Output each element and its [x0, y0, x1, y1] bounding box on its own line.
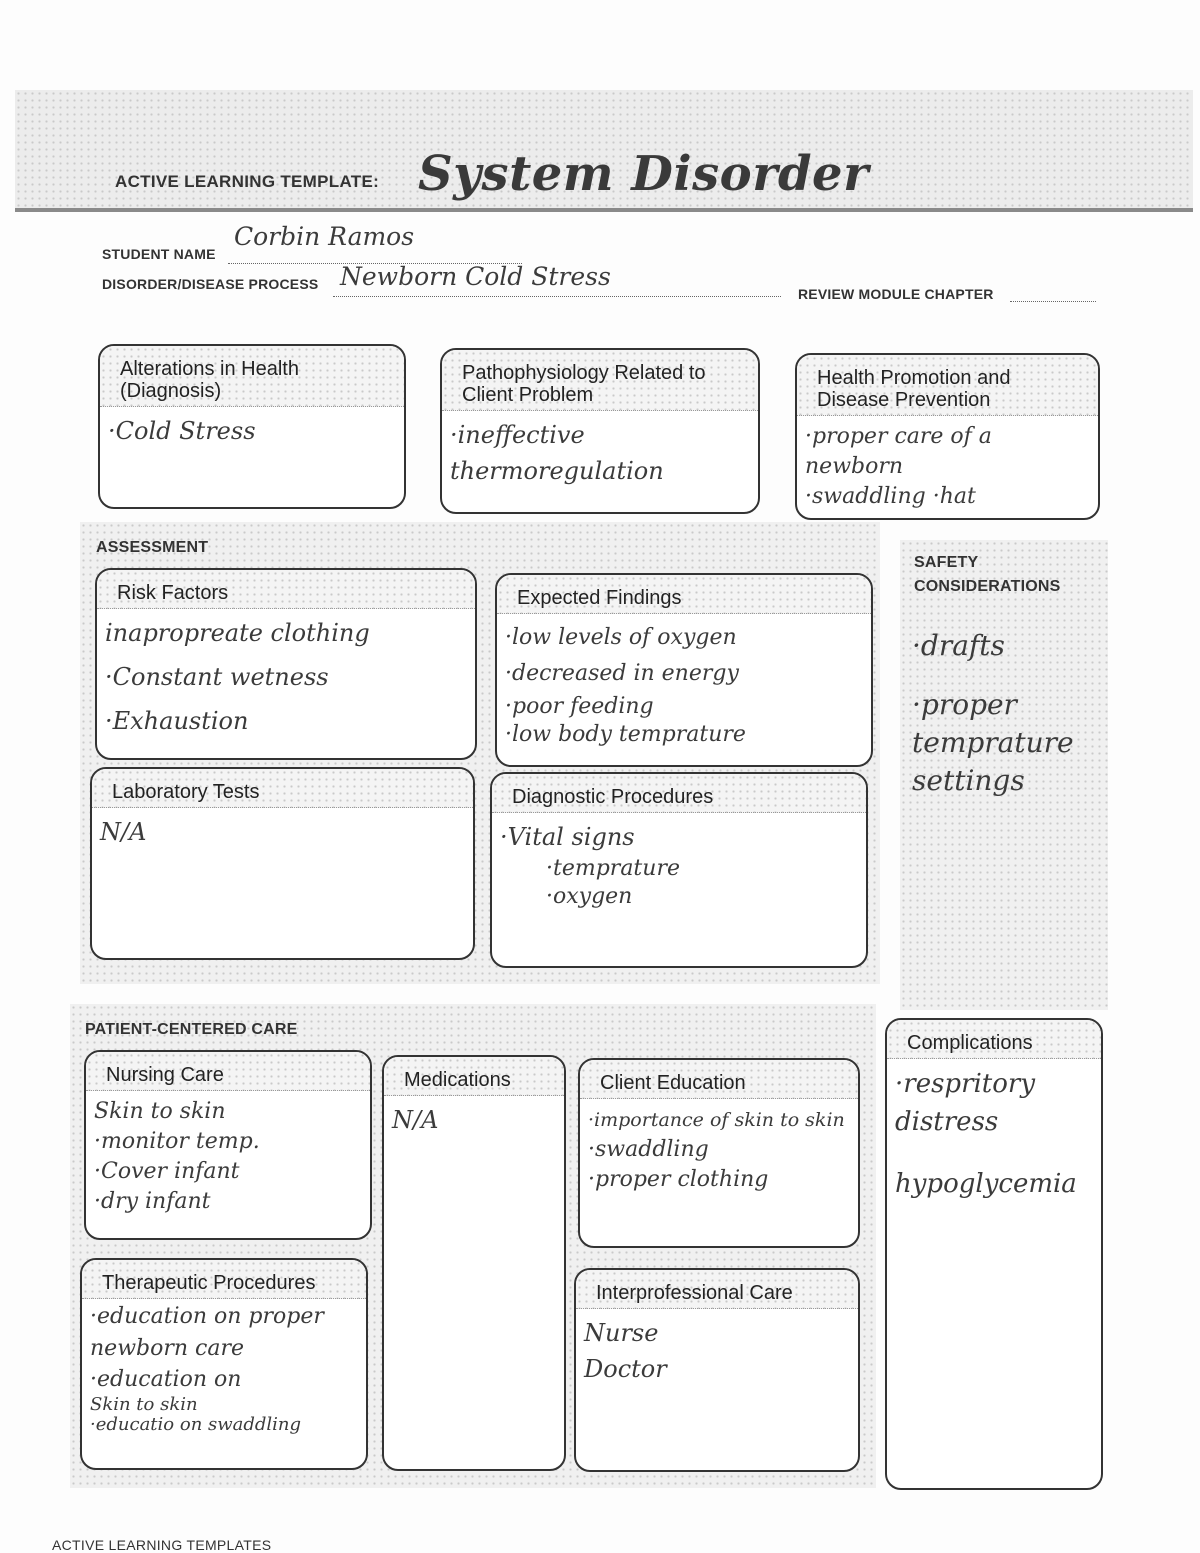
pathophysiology-item[interactable]: ·ineffective	[450, 421, 585, 449]
risk-factors-box	[95, 568, 477, 760]
laboratory-tests-title: Laboratory Tests	[92, 769, 473, 808]
student-name-value[interactable]: Corbin Ramos	[234, 222, 415, 251]
medications-title: Medications	[384, 1057, 564, 1096]
risk-factor-item[interactable]: ·Constant wetness	[105, 663, 329, 691]
health-promotion-item[interactable]: ·proper care of a	[805, 424, 992, 449]
health-promotion-item[interactable]: newborn	[805, 454, 904, 479]
safety-label: SAFETY CONSIDERATIONS	[914, 554, 1061, 595]
template-title: System Disorder	[418, 146, 869, 202]
complication-item[interactable]: ·respritory	[895, 1069, 1036, 1099]
nursing-care-item[interactable]: ·monitor temp.	[94, 1129, 260, 1154]
diagnostic-procedures-box	[490, 772, 868, 968]
medications-box	[382, 1055, 566, 1471]
complications-box	[885, 1018, 1103, 1490]
client-education-item[interactable]: ·importance of skin to skin	[588, 1109, 845, 1131]
health-promotion-item[interactable]: ·swaddling ·hat	[805, 484, 976, 509]
expected-findings-title: Expected Findings	[497, 575, 871, 614]
interprofessional-care-item[interactable]: Nurse	[584, 1319, 659, 1347]
pathophysiology-title: Pathophysiology Related to Client Problem	[442, 350, 758, 411]
expected-findings-box	[495, 573, 873, 767]
expected-finding-item[interactable]: ·poor feeding	[505, 694, 654, 719]
medication-item[interactable]: N/A	[392, 1106, 439, 1134]
disorder-value[interactable]: Newborn Cold Stress	[340, 262, 611, 291]
therapeutic-procedure-item[interactable]: ·education on	[90, 1367, 242, 1392]
therapeutic-procedure-item[interactable]: ·education on proper	[90, 1304, 324, 1329]
interprofessional-care-box	[574, 1268, 860, 1472]
interprofessional-care-title: Interprofessional Care	[576, 1270, 858, 1309]
review-chapter-line[interactable]	[1010, 301, 1096, 302]
complications-title: Complications	[887, 1020, 1101, 1059]
client-education-item[interactable]: ·proper clothing	[588, 1167, 769, 1192]
health-promotion-title: Health Promotion and Disease Prevention	[797, 355, 1098, 416]
review-chapter-label: REVIEW MODULE CHAPTER	[798, 286, 994, 302]
alterations-box	[98, 344, 406, 509]
nursing-care-title: Nursing Care	[86, 1052, 370, 1091]
health-promotion-box	[795, 353, 1100, 520]
therapeutic-procedure-item[interactable]: ·educatio on swaddling	[90, 1414, 302, 1435]
pathophysiology-box	[440, 348, 760, 514]
expected-finding-item[interactable]: ·low body temprature	[505, 722, 746, 747]
risk-factor-item[interactable]: ·Exhaustion	[105, 707, 249, 735]
disorder-line	[333, 296, 781, 297]
therapeutic-procedure-item[interactable]: newborn care	[90, 1336, 244, 1361]
diagnostic-procedure-item[interactable]: ·Vital signs	[500, 823, 635, 851]
student-name-label: STUDENT NAME	[102, 246, 216, 262]
diagnostic-procedure-item[interactable]: ·oxygen	[546, 884, 633, 909]
interprofessional-care-item[interactable]: Doctor	[584, 1355, 667, 1383]
diagnostic-procedures-title: Diagnostic Procedures	[492, 774, 866, 813]
therapeutic-procedures-title: Therapeutic Procedures	[82, 1260, 366, 1299]
nursing-care-box	[84, 1050, 372, 1240]
footer-label: ACTIVE LEARNING TEMPLATES	[52, 1537, 272, 1553]
therapeutic-procedure-item[interactable]: Skin to skin	[90, 1394, 198, 1415]
risk-factor-item[interactable]: inapropreate clothing	[105, 619, 370, 647]
assessment-label: ASSESSMENT	[96, 539, 209, 556]
patient-care-label: PATIENT-CENTERED CARE	[85, 1021, 298, 1038]
client-education-title: Client Education	[580, 1060, 858, 1099]
nursing-care-item[interactable]: ·Cover infant	[94, 1159, 240, 1184]
template-label: ACTIVE LEARNING TEMPLATE:	[115, 172, 380, 191]
safety-item[interactable]: ·drafts	[912, 629, 1005, 662]
expected-finding-item[interactable]: ·decreased in energy	[505, 661, 739, 686]
laboratory-tests-box	[90, 767, 475, 960]
nursing-care-item[interactable]: Skin to skin	[94, 1099, 226, 1124]
safety-item[interactable]: ·proper temprature settings	[912, 688, 1074, 797]
therapeutic-procedures-box	[80, 1258, 368, 1470]
complication-item[interactable]: distress	[895, 1107, 999, 1137]
client-education-box	[578, 1058, 860, 1248]
client-education-item[interactable]: ·swaddling	[588, 1137, 709, 1162]
diagnostic-procedure-item[interactable]: ·temprature	[546, 856, 680, 881]
nursing-care-item[interactable]: ·dry infant	[94, 1189, 211, 1214]
expected-finding-item[interactable]: ·low levels of oxygen	[505, 625, 737, 650]
pathophysiology-item[interactable]: thermoregulation	[450, 457, 664, 485]
laboratory-test-item[interactable]: N/A	[100, 818, 147, 846]
alterations-title: Alterations in Health (Diagnosis)	[100, 346, 404, 407]
disorder-label: DISORDER/DISEASE PROCESS	[102, 276, 319, 292]
complication-item[interactable]: hypoglycemia	[895, 1169, 1077, 1199]
risk-factors-title: Risk Factors	[97, 570, 475, 609]
alterations-item[interactable]: ·Cold Stress	[108, 417, 256, 445]
